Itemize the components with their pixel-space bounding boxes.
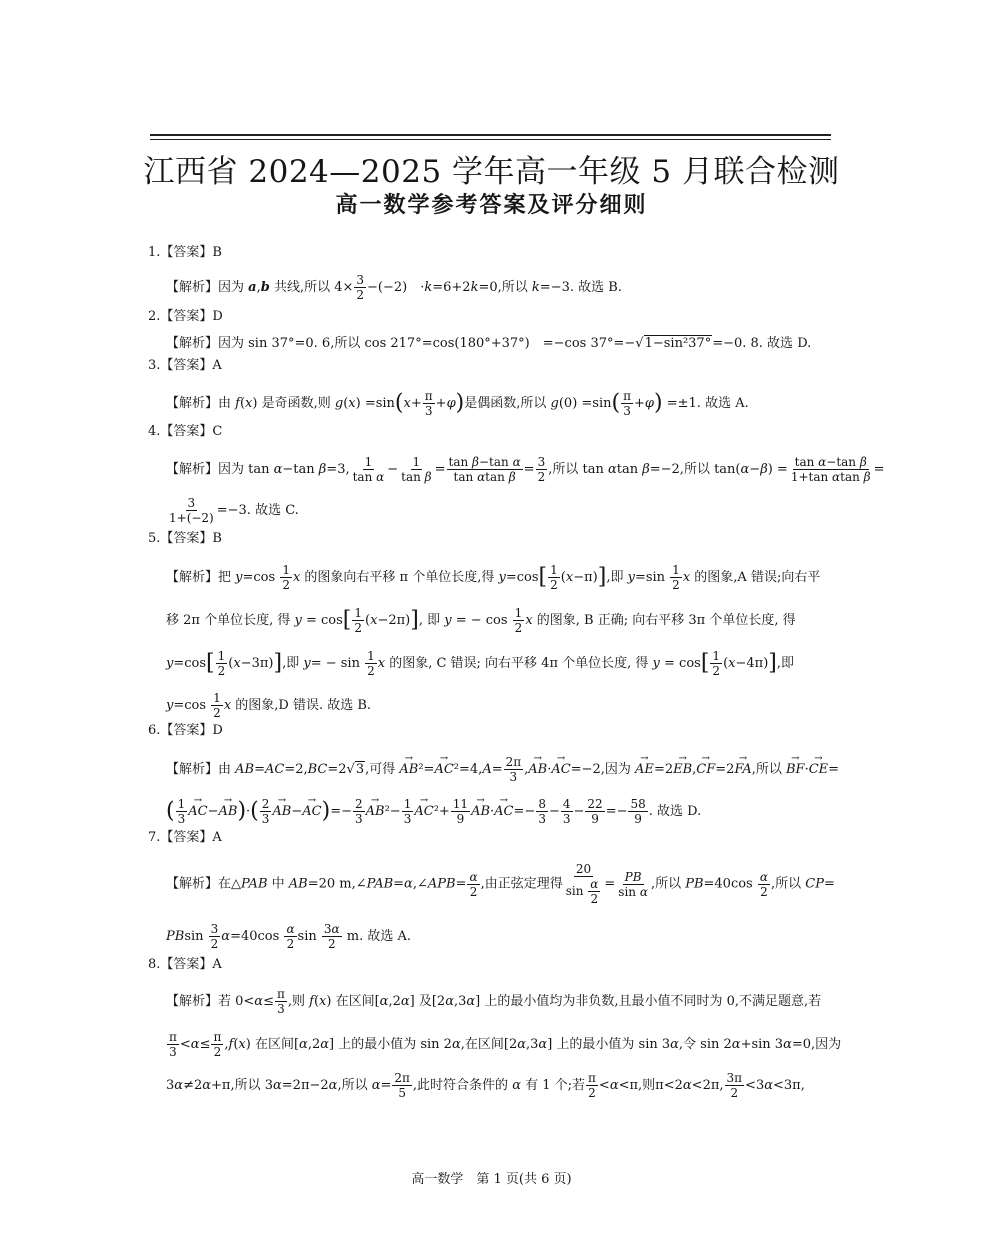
answer-8-label: 8.【答案】A	[148, 957, 222, 972]
answer-4-explanation: 【解析】因为 tan α−tan β=3, $\frac{1}{\text{tan α}}$ − $\frac{1}{\text{tan β}}$ = $\frac{\text{tan β−tan α}}{\text{tan αtan β}}$ = $\frac{3}{2}$ ,所以 tan αtan β=−2,所以 tan(α−β) = $\frac{\text{tan α−tan β}}{\text{1+tan αtan β}}$ =	[166, 455, 885, 484]
answer-6-explanation: 【解析】由 AB=AC=2,BC=2√3,可得 → AB²=→ AC²=4,A= $\frac{2\pi}{3}$ ,→ AB·→ AC=−2,因为 → AE=2→ EB,→ CF=2→ FA,所以 → BF·→ CE=	[166, 755, 839, 784]
answer-5-explanation: 【解析】把 y=cos $\frac{1}{2}$ x 的图象向右平移 π 个单位长度,得 y=cos[ $\frac{1}{2}$ (x−π)],即 y=sin $\frac{1}{2}$ x 的图象,A 错误;向右平	[166, 563, 821, 592]
answer-7-explanation: 【解析】在△PAB 中 AB=20 m,∠PAB=α,∠APB= $\frac{\alpha}{2}$ ,由正弦定理得 20 sin $\frac{\alpha}{2}$ = $\frac{PB}{\text{sin α}}$ ,所以 PB=40cos $\frac{\alpha}{2}$ ,所以 CP=	[166, 862, 835, 906]
answer-1-label: 1.【答案】B	[148, 245, 222, 260]
answer-5-explanation-line4: y=cos $\frac{1}{2}$ x 的图象,D 错误. 故选 B.	[166, 691, 372, 720]
document-title: 江西省 2024—2025 学年高一年级 5 月联合检测	[143, 154, 840, 190]
answer-8-explanation: 【解析】若 0<α≤ $\frac{\pi}{3}$ ,则 f(x) 在区间[α,2α] 及[2α,3α] 上的最小值均为非负数,且最小值不同时为 0,不满足题意,若	[166, 987, 822, 1016]
page-footer: 高一数学 第 1 页(共 6 页)	[411, 1172, 572, 1187]
answer-6-explanation-cont: ( $\frac{1}{3}$ → AC−→ AB)·( $\frac{2}{3}$ → AB−→ AC)=− $\frac{2}{3}$ → AB²− $\frac{1}{3}$ → AC²+ $\frac{11}{9}$ → AB·→ AC=− $\frac{8}{3}$ − $\frac{4}{3}$ − $\frac{22}{9}$ =− $\frac{58}{9}$ . 故选 D.	[166, 797, 701, 826]
answer-4-explanation-cont: $\frac{3}{1+(-2)}$ =−3. 故选 C.	[169, 496, 299, 525]
answer-5-explanation-line3: y=cos[ $\frac{1}{2}$ (x−3π)],即 y= − sin $\frac{1}{2}$ x 的图象, C 错误; 向右平移 4π 个单位长度, 得 y = cos[ $\frac{1}{2}$ (x−4π)],即	[166, 649, 794, 678]
document-subtitle: 高一数学参考答案及评分细则	[335, 193, 648, 218]
answer-2-label: 2.【答案】D	[148, 309, 223, 324]
answer-5-explanation-line2: 移 2π 个单位长度, 得 y = cos[ $\frac{1}{2}$ (x−2π)], 即 y = − cos $\frac{1}{2}$ x 的图象, B 正确; 向右平移 3π 个单位长度, 得	[166, 606, 796, 635]
header-rule-bottom	[150, 139, 831, 140]
answer-5-label: 5.【答案】B	[148, 531, 222, 546]
answer-2-explanation: 【解析】因为 sin 37°=0. 6,所以 cos 217°=cos(180°+37°) =−cos 37°=−√1−sin²37°=−0. 8. 故选 D.	[166, 336, 812, 351]
answer-3-explanation: 【解析】由 f(x) 是奇函数,则 g(x) =sin(x+ $\frac{\pi}{3}$ +φ)是偶函数,所以 g(0) =sin( $\frac{\pi}{3}$ +φ) =±1. 故选 A.	[166, 389, 749, 418]
answer-3-label: 3.【答案】A	[148, 358, 222, 373]
answer-7-explanation-cont: PBsin $\frac{3}{2}$ α=40cos $\frac{\alpha}{2}$ sin $\frac{3\alpha}{2}$ m. 故选 A.	[166, 922, 412, 951]
answer-4-label: 4.【答案】C	[148, 424, 223, 439]
answer-1-explanation: 【解析】因为 a,b 共线,所以 4× $\frac{3}{2}$ −(−2) ·k=6+2k=0,所以 k=−3. 故选 B.	[166, 273, 622, 302]
answer-6-label: 6.【答案】D	[148, 723, 223, 738]
answer-8-explanation-line2: $\frac{\pi}{3}$ <α≤ $\frac{\pi}{2}$ ,f(x) 在区间[α,2α] 上的最小值为 sin 2α,在区间[2α,3α] 上的最小值为 sin 3α,令 sin 2α+sin 3α=0,因为	[169, 1030, 842, 1059]
answer-8-explanation-line3: 3α≠2α+π,所以 3α=2π−2α,所以 α= $\frac{2\pi}{5}$ ,此时符合条件的 α 有 1 个;若 $\frac{\pi}{2}$ <α<π,则π<2α<2π, $\frac{3\pi}{2}$ <3α<3π,	[166, 1071, 805, 1100]
header-rule-top	[150, 134, 831, 136]
answer-7-label: 7.【答案】A	[148, 830, 222, 845]
